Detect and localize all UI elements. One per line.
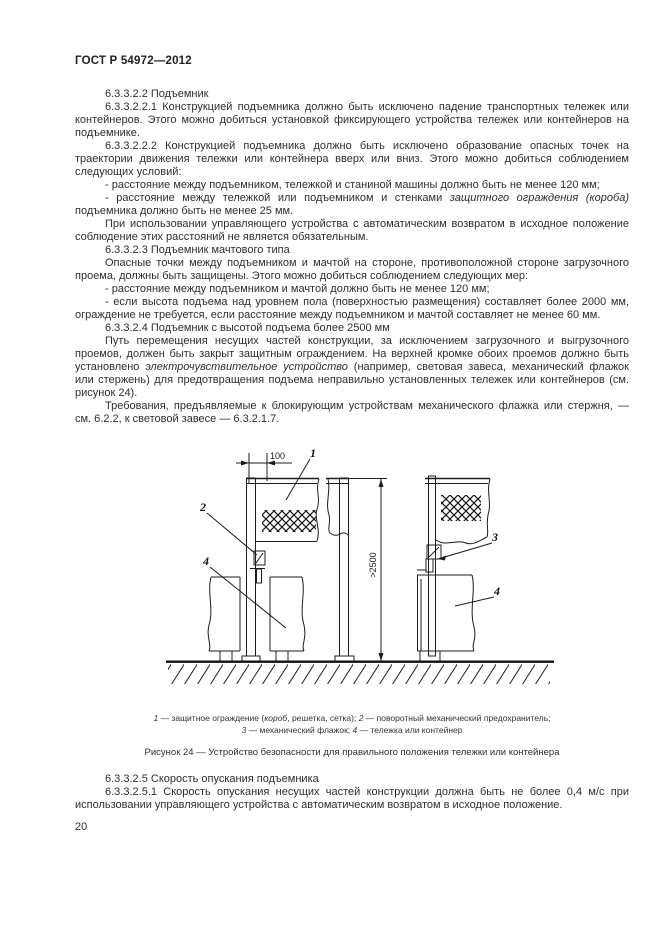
- paragraph: 6.3.3.2.5.1 Скорость опускания несущих частей конструкции должна быть не более 0,4 м/с при использовании управляющего устройства с автоматическим возвратом в исходное положение.: [75, 786, 629, 811]
- dim2500-label: >2500: [368, 552, 378, 578]
- right-container-break-edge: [472, 575, 475, 651]
- mesh-grid: [262, 510, 316, 532]
- paragraph: Опасные точки между подъемником и мачтой на стороне, противоположной стороне загрузочного проема, должны быть защищены. Этого можно добиться соблюдением следующих мер:: [75, 257, 629, 282]
- key-num: 3: [241, 725, 247, 735]
- clause-heading: 6.3.3.2.2 Подъемник: [105, 88, 209, 100]
- figure-label-4-left: 4: [203, 554, 209, 568]
- figure-key: [75, 712, 629, 736]
- dim100-arrow-right: [267, 461, 275, 466]
- text-run: Путь перемещения несущих частей конструкции, за исключением загрузочного и выгрузочного проемов, должен быть закрыт защитным ограждением. На верхней кромке обоих проемов должно быть установлено: [75, 335, 629, 373]
- rotary-catch-stem: [257, 569, 262, 583]
- middle-post-base: [335, 656, 354, 661]
- leader-2: [207, 513, 257, 555]
- list-item: [75, 192, 629, 218]
- right-mast: [429, 476, 436, 656]
- clause-heading: 6.3.3.2.5 Скорость опускания подъемника: [105, 773, 319, 785]
- figure-key-line1: [75, 712, 629, 724]
- text-run: - расстояние между тележкой или подъемником и стенками: [105, 192, 450, 204]
- flag-diagonal: [429, 547, 439, 557]
- paragraph: 6.3.3.2.2.1 Конструкцией подъемника должно быть исключено падение транспортных тележек или контейнеров. Этого можно добиться установкой фиксирующего устройства тележек или контейнеров на подъемнике.: [75, 101, 629, 139]
- key-num: 4: [352, 725, 358, 735]
- list-item: - расстояние между подъемником и мачтой должно быть не менее 120 мм;: [105, 283, 490, 295]
- text-run: подъемника должно быть не менее 25 мм.: [75, 205, 294, 217]
- paragraph: Требования, предъявляемые к блокирующим устройствам механического флажка или стержня, — см. 6.2.2, к световой завесе — 6.3.2.1.7.: [75, 400, 629, 425]
- dim2500-arrow-bottom: [379, 653, 384, 661]
- middle-post: [340, 478, 349, 656]
- guard-panel-break-edge: [316, 479, 319, 541]
- term-italic: защитного ограждения (короба): [449, 192, 629, 204]
- list-item: - если высота подъема над уровнем пола (поверхностью размещения) составляет более 2000 мм, ограждение не требуется, если расстояние между подъемником и мачтой составляет не менее 60 мм.: [75, 296, 629, 321]
- key-num: 2: [358, 713, 364, 723]
- figure-label-3: 3: [492, 530, 498, 544]
- paragraph: [75, 335, 629, 400]
- figure-title: Рисунок 24 — Устройство безопасности для правильного положения тележки или контейнера: [144, 747, 560, 758]
- key-text: — поворотный механический предохранитель;: [363, 713, 551, 723]
- key-text: , решетка, сетка);: [287, 713, 359, 723]
- dim100-arrow-left: [241, 461, 249, 466]
- list-item: - расстояние между подъемником, тележкой и станиной машины должно быть не менее 120 мм;: [105, 179, 600, 191]
- ground-hatching: [168, 663, 550, 684]
- clause-heading: 6.3.3.2.3 Подъемник мачтового типа: [105, 244, 290, 256]
- figure-label-1: 1: [310, 446, 316, 460]
- dim2500-arrow-top: [379, 479, 384, 487]
- right-panel-bottom: [436, 537, 487, 544]
- right-mesh-grid: [441, 495, 481, 521]
- paragraph: 6.3.3.2.2.2 Конструкцией подъемника должно быть исключено образование опасных точек на траектории движения тележки или контейнера вверх или вниз. Этого можно добиться соблюдением следующих условий:: [75, 140, 629, 178]
- container-a-break-edge: [208, 577, 211, 651]
- term-italic: электрочувствительное устройство: [145, 361, 348, 373]
- key-text: — защитное ограждение (: [158, 713, 265, 723]
- container-b-break-edge: [302, 577, 305, 651]
- key-text: — тележка или контейнер: [357, 725, 463, 735]
- dim100-label: 100: [270, 451, 286, 461]
- flag-stem: [426, 559, 433, 572]
- guard-fragment-edge: [328, 479, 330, 533]
- key-term: короб: [264, 713, 288, 723]
- clause-heading: 6.3.3.2.4 Подъемник с высотой подъема более 2500 мм: [105, 322, 390, 334]
- body-text-after-figure: [75, 773, 629, 812]
- figure-label-4-right: 4: [494, 584, 500, 598]
- key-num: 1: [153, 713, 159, 723]
- figure-key-line2: [75, 724, 629, 736]
- key-text: — механический флажок;: [246, 725, 353, 735]
- container-b-foot: [276, 651, 288, 661]
- figure-label-2: 2: [200, 500, 206, 514]
- leader-3-arrow: [438, 556, 446, 561]
- body-text: [75, 88, 629, 426]
- document-number-header: ГОСТ Р 54972—2012: [75, 55, 192, 67]
- container-a-foot: [220, 651, 232, 661]
- leader-4-right: [455, 597, 494, 606]
- figure-24: [75, 443, 629, 758]
- text-run: (например, световая завеса, механический флажок или стержень) для предотвращения подъема неправильно установленных тележек или контейнеров (см. рисунок 24).: [75, 361, 629, 399]
- paragraph: При использовании управляющего устройства с автоматическим возвратом в исходное положение соблюдение этих расстояний не является обязательным.: [75, 218, 629, 243]
- leader-1: [286, 459, 310, 500]
- technical-drawing: [158, 443, 558, 689]
- right-panel-break-edge: [487, 479, 490, 537]
- leader-3: [438, 543, 492, 559]
- leader-4-left: [210, 567, 286, 628]
- page-number: 20: [75, 821, 88, 833]
- left-mast-base: [242, 656, 260, 661]
- left-mast: [247, 478, 256, 656]
